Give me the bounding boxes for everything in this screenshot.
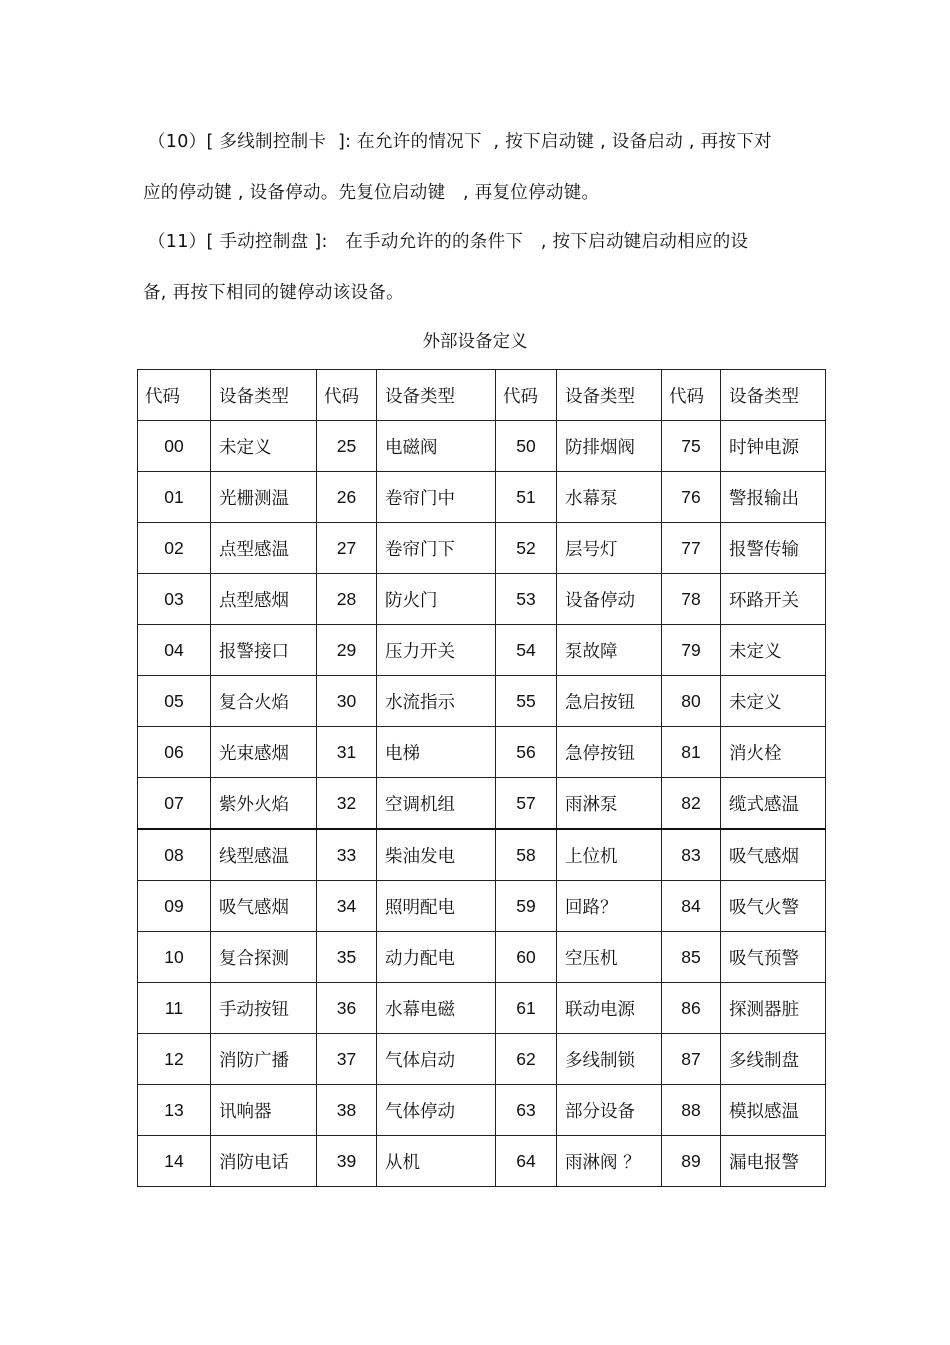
device-code-cell: 36 [317, 983, 377, 1034]
device-type-cell: 卷帘门中 [377, 472, 496, 523]
device-code-cell: 86 [662, 983, 721, 1034]
device-code-cell: 88 [662, 1085, 721, 1136]
device-code-cell: 05 [138, 676, 211, 727]
device-code-cell: 87 [662, 1034, 721, 1085]
device-type-cell: 复合火焰 [211, 676, 317, 727]
table-row [138, 1034, 826, 1085]
paragraph-line-4: 备, 再按下相同的键停动该设备。 [143, 283, 404, 303]
device-code-cell: 29 [317, 625, 377, 676]
device-type-cell: 消防电话 [211, 1136, 317, 1187]
table-row [138, 1085, 826, 1136]
header-code-2: 代码 [317, 370, 377, 421]
device-type-cell: 空压机 [557, 932, 662, 983]
device-type-cell: 水幕电磁 [377, 983, 496, 1034]
device-code-cell: 08 [138, 829, 211, 881]
device-code-cell: 83 [662, 829, 721, 881]
device-code-cell: 50 [496, 421, 557, 472]
table-title: 外部设备定义 [422, 332, 528, 352]
device-type-cell: 从机 [377, 1136, 496, 1187]
device-type-cell: 照明配电 [377, 881, 496, 932]
device-type-cell: 消火栓 [721, 727, 826, 778]
paragraph-line-2: 应的停动键 , 设备停动。先复位启动键 , 再复位停动键。 [143, 183, 600, 203]
device-type-cell: 紫外火焰 [211, 778, 317, 830]
device-type-cell: 吸气感烟 [721, 829, 826, 881]
device-code-cell: 39 [317, 1136, 377, 1187]
device-type-cell: 气体启动 [377, 1034, 496, 1085]
device-type-cell: 防排烟阀 [557, 421, 662, 472]
device-type-cell: 吸气火警 [721, 881, 826, 932]
device-code-cell: 31 [317, 727, 377, 778]
device-code-cell: 30 [317, 676, 377, 727]
table-row [138, 472, 826, 523]
device-type-cell: 未定义 [721, 625, 826, 676]
device-type-cell: 电梯 [377, 727, 496, 778]
device-type-cell: 压力开关 [377, 625, 496, 676]
table-header-row [138, 370, 826, 421]
table-row [138, 829, 826, 881]
device-code-cell: 77 [662, 523, 721, 574]
device-code-cell: 84 [662, 881, 721, 932]
device-type-cell: 漏电报警 [721, 1136, 826, 1187]
device-type-cell: 线型感温 [211, 829, 317, 881]
device-type-cell: 雨淋阀 ？ [557, 1136, 662, 1187]
device-type-cell: 报警传输 [721, 523, 826, 574]
header-type-1: 设备类型 [211, 370, 317, 421]
header-type-3: 设备类型 [557, 370, 662, 421]
device-type-cell: 报警接口 [211, 625, 317, 676]
device-type-cell: 层号灯 [557, 523, 662, 574]
table-row [138, 1136, 826, 1187]
header-code-4: 代码 [662, 370, 721, 421]
device-code-cell: 37 [317, 1034, 377, 1085]
device-type-cell: 急启按钮 [557, 676, 662, 727]
device-type-cell: 未定义 [211, 421, 317, 472]
device-definition-table [137, 369, 826, 1187]
device-type-cell: 模拟感温 [721, 1085, 826, 1136]
device-code-cell: 80 [662, 676, 721, 727]
device-code-cell: 27 [317, 523, 377, 574]
device-code-cell: 09 [138, 881, 211, 932]
device-code-cell: 76 [662, 472, 721, 523]
device-type-cell: 水幕泵 [557, 472, 662, 523]
device-type-cell: 时钟电源 [721, 421, 826, 472]
table-row [138, 625, 826, 676]
header-type-2: 设备类型 [377, 370, 496, 421]
device-type-cell: 回路？ [557, 881, 662, 932]
device-code-cell: 28 [317, 574, 377, 625]
device-type-cell: 复合探测 [211, 932, 317, 983]
device-type-cell: 光栅测温 [211, 472, 317, 523]
device-code-cell: 06 [138, 727, 211, 778]
table-row [138, 574, 826, 625]
device-type-cell: 吸气感烟 [211, 881, 317, 932]
device-type-cell: 未定义 [721, 676, 826, 727]
table-row [138, 727, 826, 778]
device-code-cell: 61 [496, 983, 557, 1034]
device-type-cell: 联动电源 [557, 983, 662, 1034]
table-row [138, 523, 826, 574]
device-type-cell: 防火门 [377, 574, 496, 625]
device-type-cell: 缆式感温 [721, 778, 826, 830]
device-type-cell: 讯响器 [211, 1085, 317, 1136]
device-type-cell: 多线制锁 [557, 1034, 662, 1085]
device-type-cell: 点型感温 [211, 523, 317, 574]
device-code-cell: 55 [496, 676, 557, 727]
device-type-cell: 探测器脏 [721, 983, 826, 1034]
device-code-cell: 07 [138, 778, 211, 830]
device-type-cell: 吸气预警 [721, 932, 826, 983]
device-type-cell: 泵故障 [557, 625, 662, 676]
device-type-cell: 急停按钮 [557, 727, 662, 778]
device-type-cell: 多线制盘 [721, 1034, 826, 1085]
header-code-3: 代码 [496, 370, 557, 421]
device-code-cell: 11 [138, 983, 211, 1034]
device-code-cell: 25 [317, 421, 377, 472]
device-code-cell: 13 [138, 1085, 211, 1136]
device-type-cell: 手动按钮 [211, 983, 317, 1034]
table-row [138, 676, 826, 727]
device-code-cell: 54 [496, 625, 557, 676]
table-row [138, 932, 826, 983]
table-row [138, 778, 826, 830]
device-code-cell: 14 [138, 1136, 211, 1187]
device-code-cell: 89 [662, 1136, 721, 1187]
device-type-cell: 气体停动 [377, 1085, 496, 1136]
header-code-1: 代码 [138, 370, 211, 421]
device-code-cell: 12 [138, 1034, 211, 1085]
paragraph-line-1: （10）[ 多线制控制卡 ]: 在允许的情况下 , 按下启动键 , 设备启动 , 再按下对 [148, 132, 772, 152]
device-code-cell: 51 [496, 472, 557, 523]
device-code-cell: 81 [662, 727, 721, 778]
device-code-cell: 57 [496, 778, 557, 830]
header-type-4: 设备类型 [721, 370, 826, 421]
device-code-cell: 52 [496, 523, 557, 574]
device-code-cell: 58 [496, 829, 557, 881]
device-code-cell: 59 [496, 881, 557, 932]
device-code-cell: 10 [138, 932, 211, 983]
device-type-cell: 柴油发电 [377, 829, 496, 881]
device-type-cell: 设备停动 [557, 574, 662, 625]
device-code-cell: 26 [317, 472, 377, 523]
device-code-cell: 02 [138, 523, 211, 574]
device-code-cell: 75 [662, 421, 721, 472]
device-code-cell: 03 [138, 574, 211, 625]
device-code-cell: 82 [662, 778, 721, 830]
device-type-cell: 卷帘门下 [377, 523, 496, 574]
paragraph-line-3: （11）[ 手动控制盘 ]: 在手动允许的的条件下 , 按下启动键启动相应的设 [148, 232, 749, 252]
device-type-cell: 环路开关 [721, 574, 826, 625]
device-type-cell: 动力配电 [377, 932, 496, 983]
device-code-cell: 64 [496, 1136, 557, 1187]
device-code-cell: 38 [317, 1085, 377, 1136]
device-type-cell: 电磁阀 [377, 421, 496, 472]
device-code-cell: 60 [496, 932, 557, 983]
device-code-cell: 85 [662, 932, 721, 983]
device-code-cell: 63 [496, 1085, 557, 1136]
device-code-cell: 33 [317, 829, 377, 881]
table-row [138, 881, 826, 932]
device-type-cell: 雨淋泵 [557, 778, 662, 830]
device-code-cell: 35 [317, 932, 377, 983]
device-type-cell: 消防广播 [211, 1034, 317, 1085]
table-row [138, 421, 826, 472]
device-code-cell: 04 [138, 625, 211, 676]
device-code-cell: 53 [496, 574, 557, 625]
table-row [138, 983, 826, 1034]
device-code-cell: 32 [317, 778, 377, 830]
device-code-cell: 01 [138, 472, 211, 523]
device-code-cell: 62 [496, 1034, 557, 1085]
device-code-cell: 79 [662, 625, 721, 676]
device-type-cell: 部分设备 [557, 1085, 662, 1136]
device-type-cell: 水流指示 [377, 676, 496, 727]
device-code-cell: 56 [496, 727, 557, 778]
device-code-cell: 00 [138, 421, 211, 472]
device-type-cell: 光束感烟 [211, 727, 317, 778]
device-type-cell: 警报输出 [721, 472, 826, 523]
device-type-cell: 点型感烟 [211, 574, 317, 625]
device-type-cell: 空调机组 [377, 778, 496, 830]
device-code-cell: 34 [317, 881, 377, 932]
device-code-cell: 78 [662, 574, 721, 625]
device-type-cell: 上位机 [557, 829, 662, 881]
